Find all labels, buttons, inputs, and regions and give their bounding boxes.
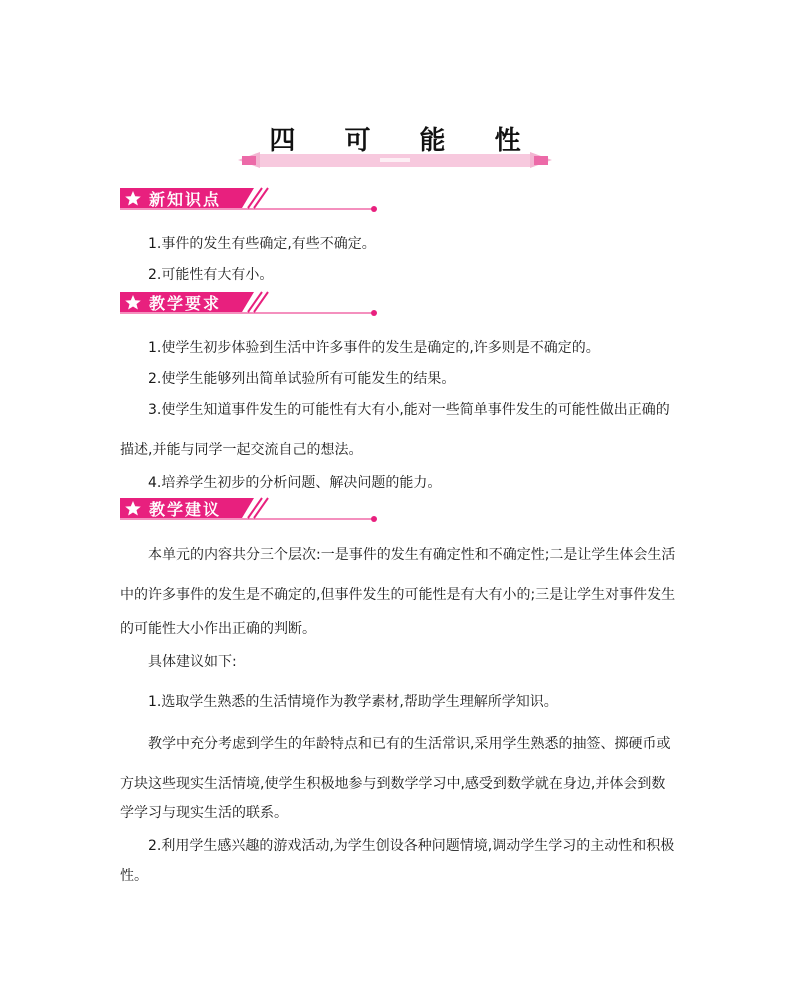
paragraph-line: 2.可能性有大有小。 bbox=[148, 267, 274, 283]
paragraph-line: 的可能性大小作出正确的判断。 bbox=[120, 621, 316, 637]
paragraph-line: 2.使学生能够列出简单试验所有可能发生的结果。 bbox=[148, 371, 456, 387]
paragraph-line: 4.培养学生初步的分析问题、解决问题的能力。 bbox=[148, 475, 442, 491]
chapter-title-block bbox=[230, 118, 560, 178]
paragraph-line: 具体建议如下: bbox=[148, 654, 237, 670]
paragraph-line: 中的许多事件的发生是不确定的,但事件发生的可能性是有大有小的;三是让学生对事件发生 bbox=[120, 587, 676, 603]
section-header-teaching-requirements bbox=[120, 290, 380, 320]
paragraph-line: 1.事件的发生有些确定,有些不确定。 bbox=[148, 236, 376, 252]
paragraph-line: 方块这些现实生活情境,使学生积极地参与到数学学习中,感受到数学就在身边,并体会到数 bbox=[120, 776, 666, 792]
chapter-title: 四 可 能 性 bbox=[269, 126, 541, 156]
paragraph-line: 本单元的内容共分三个层次:一是事件的发生有确定性和不确定性;二是让学生体会生活 bbox=[148, 547, 676, 563]
section-heading: 教学要求 bbox=[149, 294, 222, 313]
paragraph-line: 性。 bbox=[120, 868, 148, 884]
paragraph-line: 学学习与现实生活的联系。 bbox=[120, 805, 288, 821]
paragraph-line: 1.选取学生熟悉的生活情境作为教学素材,帮助学生理解所学知识。 bbox=[148, 694, 558, 710]
paragraph-line: 3.使学生知道事件发生的可能性有大有小,能对一些简单事件发生的可能性做出正确的 bbox=[148, 402, 670, 418]
section-heading: 新知识点 bbox=[149, 190, 222, 209]
paragraph-line: 描述,并能与同学一起交流自己的想法。 bbox=[120, 442, 363, 458]
paragraph-line: 1.使学生初步体验到生活中许多事件的发生是确定的,许多则是不确定的。 bbox=[148, 340, 600, 356]
section-header-teaching-suggestions bbox=[120, 496, 380, 526]
paragraph-line: 教学中充分考虑到学生的年龄特点和已有的生活常识,采用学生熟悉的抽签、掷硬币或 bbox=[148, 736, 671, 752]
section-header-new-knowledge bbox=[120, 186, 380, 216]
paragraph-line: 2.利用学生感兴趣的游戏活动,为学生创设各种问题情境,调动学生学习的主动性和积极 bbox=[148, 838, 675, 854]
section-heading: 教学建议 bbox=[149, 500, 222, 519]
